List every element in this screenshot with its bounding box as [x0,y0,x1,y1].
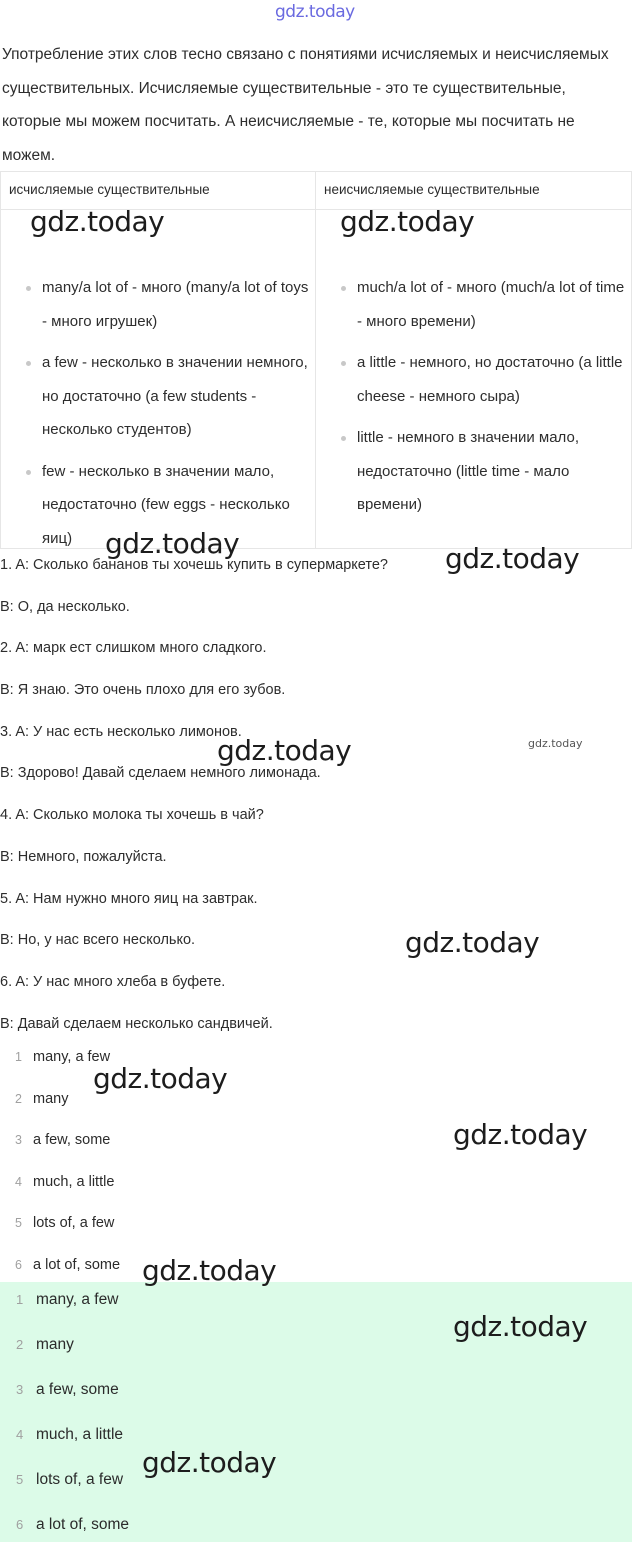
answer-row [0,1208,632,1250]
answer-text: many [33,1090,69,1107]
watermark: gdz.today [142,1446,277,1479]
watermark: gdz.today [405,926,540,959]
dialog-line: 5. A: Нам нужно много яиц на завтрак. [0,890,258,907]
countable-column [1,210,316,549]
dialog-line: B: O, да несколько. [0,598,130,615]
watermark: gdz.today [142,1254,277,1287]
dialog-line: B: Немного, пожалуйста. [0,848,167,865]
table-body-row [1,210,631,549]
dialog-line: B: Я знаю. Это очень плохо для его зубов. [0,682,286,699]
list-item: a few - несколько в значении немного, но достаточно (a few students - несколько студентов) [1,346,315,447]
watermark: gdz.today [217,734,352,767]
answer-number: 3 [16,1382,24,1397]
answer-text: lots of, a few [33,1215,115,1232]
watermark: gdz.today [445,542,580,575]
answer-number: 5 [16,1472,24,1487]
watermark: gdz.today [105,527,240,560]
answer-number: 6 [16,1517,24,1532]
dialog-line: 4. A: Сколько молока ты хочешь в чай? [0,807,264,824]
dialog-line: 1. A: Сколько бананов ты хочешь купить в супермаркете? [0,557,388,573]
answer-row [0,1167,632,1209]
list-item: few - несколько в значении мало, недостаточно (few eggs - несколько яиц) [1,455,315,556]
answer-number: 5 [15,1216,22,1231]
answer-text: many [36,1336,74,1353]
answer-number: 6 [15,1257,22,1272]
answer-text: much, a little [36,1426,124,1443]
answer-row [0,1417,632,1462]
dialog-line: 2. A: марк ест слишком много сладкого. [0,640,267,657]
watermark: gdz.today [93,1062,228,1095]
answer-text: a lot of, some [36,1516,130,1533]
answer-number: 4 [15,1174,22,1189]
answer-number: 1 [15,1050,22,1064]
watermark: gdz.today [30,205,165,238]
uncountable-list [316,210,631,522]
dialog-line: 6. A: У нас много хлеба в буфете. [0,973,226,990]
answer-text: a lot of, some [33,1256,121,1273]
watermark: gdz.today [453,1118,588,1151]
list-item: little - немного в значении мало, недостаточно (little time - мало времени) [316,421,631,522]
answer-number: 2 [15,1091,22,1106]
answer-row [0,1372,632,1417]
list-item: much/a lot of - много (much/a lot of time - много времени) [316,271,631,338]
answer-number: 3 [15,1133,22,1148]
header-uncountable: неисчисляемые существительные [324,182,540,197]
answer-text: a few, some [33,1132,111,1149]
answer-text: much, a little [33,1173,115,1190]
dialog-line: B: Но, у нас всего несколько. [0,932,196,949]
countable-list [1,210,315,555]
list-item: many/a lot of - много (many/a lot of toys - много игрушек) [1,271,315,338]
answer-text: many, a few [36,1291,119,1308]
dialog-translation [0,550,632,1050]
site-logo[interactable]: gdz.today [275,2,355,22]
list-item: a little - немного, но достаточно (a little cheese - немного сыра) [316,346,631,413]
answer-text: many, a few [33,1049,111,1065]
watermark: gdz.today [340,205,475,238]
intro-paragraph: Употребление этих слов тесно связано с понятиями исчисляемых и неисчисляемых существительных. Исчисляемые существительные - это те существительные, которые мы можем посчитать. А неисчисляемые - те, которые мы посчитать не можем. [2,46,609,164]
answer-text: lots of, a few [36,1471,124,1488]
watermark: gdz.today [453,1310,588,1343]
dialog-line: B: Давай сделаем несколько сандвичей. [0,1015,273,1032]
dialog-line: B: Здорово! Давай сделаем немного лимонада. [0,765,321,782]
answer-number: 4 [16,1427,24,1442]
answer-row [0,1462,632,1507]
dialog-line: 3. A: У нас есть несколько лимонов. [0,723,242,740]
header-countable: исчисляемые существительные [1,172,316,209]
uncountable-column [316,210,631,549]
answer-row [0,1507,632,1552]
watermark: gdz.today [528,737,583,750]
answer-number: 2 [16,1337,24,1352]
answer-text: a few, some [36,1381,119,1398]
answer-number: 1 [16,1292,24,1307]
